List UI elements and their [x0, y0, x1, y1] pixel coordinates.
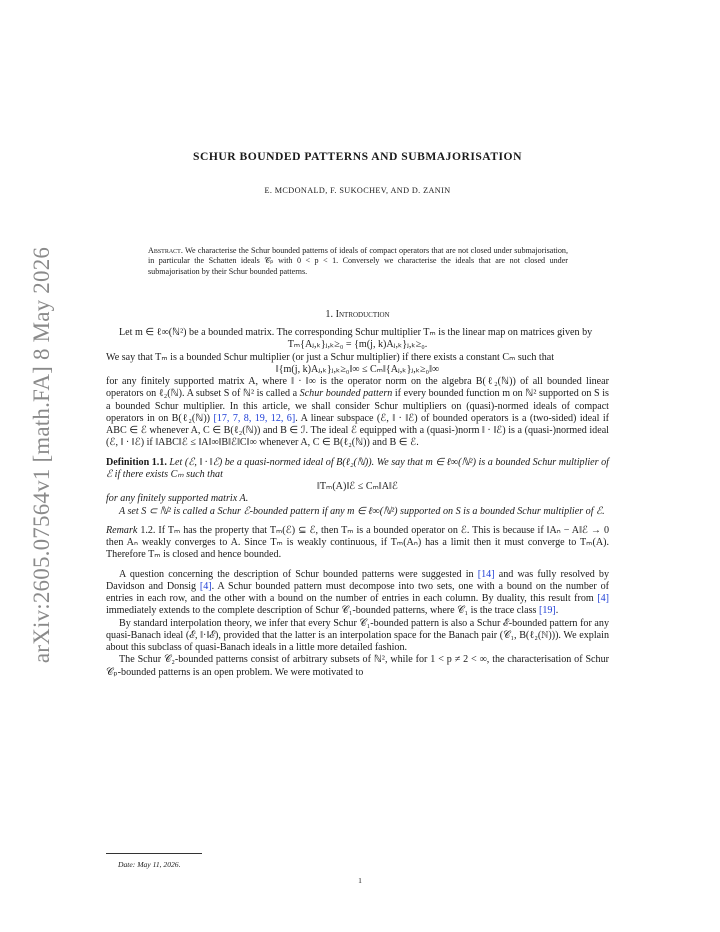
section-title: Introduction [335, 309, 390, 320]
citation-link[interactable]: [4] [199, 580, 212, 592]
abstract-text: We characterise the Schur bounded patterns of ideals of compact operators that are not closed under submajorisation, in particular the Schatten ideals 𝒞ₚ with 0 < p < 1. Conversely we characterise the ideals that are not closed under submajorisation by their Schur bounded patterns. [148, 246, 568, 276]
paragraph-question-part-b: and was fully resolved by Davidson and Donsig [106, 568, 609, 592]
definition-1-1 [106, 457, 609, 482]
abstract-label: Abstract. [148, 246, 183, 255]
citation-link[interactable]: [14] [477, 568, 495, 580]
paragraph-ideals [106, 376, 609, 450]
arxiv-identifier-text: arXiv:2605.07564v1 [math.FA] 8 May 2026 [29, 246, 54, 664]
equation-definition: ‖Tₘ(A)‖ℰ ≤ Cₘ‖A‖ℰ [317, 481, 398, 492]
paragraph-ideals-part-3: . A linear subspace (ℰ, ‖ · ‖ℰ) of bounded operators is a (two-sided) ideal if ABC ∈ ℰ whenever A, C ∈ B(ℓ₂(ℕ)) and B ∈ ℐ. The ideal ℰ equipped with a (quasi-)norm ‖ · ‖ℰ) is a (quasi-)normed ideal (ℰ, ‖ · ‖ℰ) if ‖ABC‖ℰ ≤ ‖A‖∞‖B‖ℰ‖C‖∞ whenever A, C ∈ B(ℓ₂(ℕ)) and B ∈ ℰ. [106, 412, 609, 449]
paragraph-bounded: We say that Tₘ is a bounded Schur multiplier (or just a Schur multiplier) if there exists a constant Cₘ such that [106, 351, 555, 363]
paper-title: SCHUR BOUNDED PATTERNS AND SUBMAJORISATION [193, 150, 522, 163]
section-number: 1. [325, 309, 334, 320]
paragraph-question-part-d: immediately extends to the complete description of Schur 𝒞₁-bounded patterns, where 𝒞₁ is the trace class [106, 605, 539, 617]
paragraph-last: The Schur 𝒞₂-bounded patterns consist of arbitrary subsets of ℕ², while for 1 < p ≠ 2 < ∞, the characterisation of Schur 𝒞ₚ-bounded patterns is an open problem. We were motivated to [106, 654, 609, 678]
footnote-rule [106, 853, 202, 854]
citation-link[interactable]: [19] [538, 605, 556, 617]
term-schur-bounded-pattern: Schur bounded pattern [299, 388, 393, 400]
citation-link[interactable]: [4] [597, 593, 609, 604]
equation-schur-multiplier: Tₘ{Aⱼ,ₖ}ⱼ,ₖ≥₀ = {m(j, k)Aⱼ,ₖ}ⱼ,ₖ≥₀. [287, 339, 428, 351]
page-number: 1 [358, 876, 362, 885]
paragraph-ideals-part-2: if every bounded function m on ℕ² supported on S is a bounded Schur multiplier. In this article, we shall consider Schur multipliers on (quasi)-normed ideals of compact operators in on B(ℓ₂(ℕ)) [106, 388, 609, 424]
definition-label: Definition 1.1. [106, 456, 167, 468]
paragraph-ideals-part-1: for any finitely supported matrix A, where ‖ · ‖∞ is the operator norm on the algebra B(ℓ₂(ℕ)) of all bounded linear operators on ℓ₂(ℕ). A subset S of ℕ² is called a [106, 376, 609, 400]
paragraph-interpolation: By standard interpolation theory, we infer that every Schur 𝒞₁-bounded pattern is also a Schur ℰ-bounded pattern for any quasi-Banach ideal (ℰ, ‖·‖ℰ), provided that the latter is an interpolation space for the Banach pair (𝒞₁, B(ℓ₂(ℕ))). We explain about this subclass of quasi-Banach ideals in a little more detailed fashion. [106, 617, 609, 653]
paragraph-question-part-a: A question concerning the description of Schur bounded patterns were suggested in [119, 568, 478, 580]
definition-text-2: for any finitely supported matrix A. [106, 493, 249, 505]
arxiv-identifier [22, 245, 62, 665]
paragraph-matrix: Let m ∈ ℓ∞(ℕ²) be a bounded matrix. The corresponding Schur multiplier Tₘ is the linear map on matrices given by [119, 327, 593, 338]
equation-bound: ‖{m(j, k)Aⱼ,ₖ}ⱼ,ₖ≥₀‖∞ ≤ Cₘ‖{Aⱼ,ₖ}ⱼ,ₖ≥₀‖∞ [275, 363, 440, 375]
section-heading [106, 309, 609, 320]
definition-text-3: A set S ⊂ ℕ² is called a Schur ℰ-bounded pattern if any m ∈ ℓ∞(ℕ²) supported on S is a bounded Schur multiplier of ℰ. [119, 505, 605, 517]
footnote-date: Date: May 11, 2026. [118, 860, 181, 869]
remark-text: If Tₘ has the property that Tₘ(ℰ) ⊆ ℰ, then Tₘ is a bounded operator on ℰ. This is because if ‖Aₙ − A‖ℰ → 0 then Aₙ weakly converges to A. Since Tₘ is weakly continuous, if Tₘ(Aₙ) has a limit then it must converge to Tₘ(A). Therefore Tₘ is closed and hence bounded. [106, 524, 609, 561]
remark-1-2 [106, 525, 609, 562]
citation-link[interactable]: [17, 7, 8, 19, 12, 6] [213, 412, 296, 424]
remark-label: Remark [106, 524, 138, 536]
abstract [148, 246, 568, 277]
paper-authors: E. MCDONALD, F. SUKOCHEV, AND D. ZANIN [264, 186, 451, 195]
body-text [106, 327, 609, 679]
remark-number: 1.2. [137, 524, 156, 536]
paragraph-question [106, 569, 609, 618]
paragraph-question-part-e: . [555, 605, 559, 617]
definition-text: Let (ℰ, ‖ · ‖ℰ) be a quasi-normed ideal of B(ℓ₂(ℕ)). We say that m ∈ ℓ∞(ℕ²) is a bounded Schur multiplier of ℰ if there exists Cₘ such that [106, 456, 609, 480]
paragraph-question-part-c: . A Schur bounded pattern must decompose into two sets, one with a bound on the number of entries in each row, and the other with a bound on the number of entries in each column. By duality, this result from [106, 580, 609, 604]
